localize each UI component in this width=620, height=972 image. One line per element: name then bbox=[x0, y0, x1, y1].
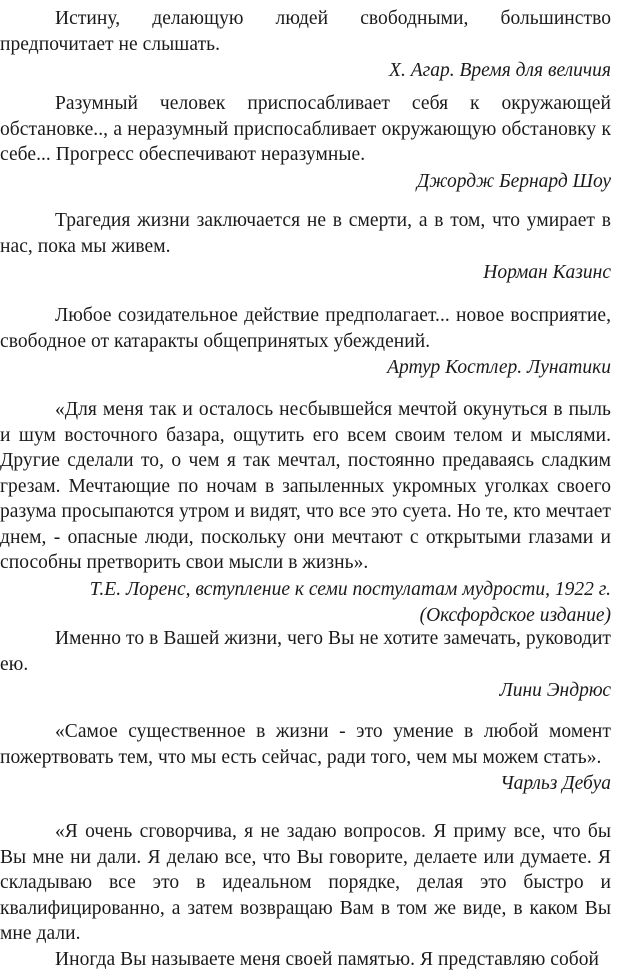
quote-block bbox=[0, 397, 611, 629]
quote-text: Именно то в Вашей жизни, чего Вы не хотите замечать, руководит ею. bbox=[0, 626, 611, 677]
quote-text: «Я очень сговорчива, я не задаю вопросов. Я приму все, что бы Вы мне ни дали. Я делаю все, что Вы говорите, делаете или думаете. Я складываю все это в идеальном порядке, делая это быстро и квалифицированно, а затем возвращаю Вам в том же виде, в каком Вы мне дали. bbox=[0, 819, 611, 947]
quote-attribution: Норман Казинс bbox=[0, 259, 611, 286]
quote-attribution: Чарльз Дебуа bbox=[0, 770, 611, 797]
quote-block bbox=[0, 208, 611, 286]
quote-text: Трагедия жизни заключается не в смерти, а в том, что умирает в нас, пока мы живем. bbox=[0, 208, 611, 259]
quote-text-continuation: Иногда Вы называете меня своей памятью. Я представляю собой bbox=[0, 947, 611, 972]
quote-text: «Для меня так и осталось несбывшейся мечтой окунуться в пыль и шум восточного базара, ощутить его всем своим телом и мыслями. Другие сделали то, о чем я так мечтал, постоянно предаваясь сладким грезам. Мечтающие по ночам в запыленных укромных уголках своего разума просыпаются утром и видят, что все это суета. Но те, кто мечтает днем, - опасные люди, поскольку они мечтают с открытыми глазами и способны претворить свои мысли в жизнь». bbox=[0, 397, 611, 576]
quote-text: Истину, делающую людей свободными, большинство предпочитает не слышать. bbox=[0, 6, 611, 57]
quote-attribution: Х. Агар. Время для величия bbox=[0, 57, 611, 84]
quote-block bbox=[0, 626, 611, 704]
quote-attribution: Т.Е. Лоренс, вступление к семи постулатам мудрости, 1922 г. bbox=[0, 576, 611, 603]
quote-block bbox=[0, 91, 611, 194]
quote-block bbox=[0, 303, 611, 381]
quote-attribution: Лини Эндрюс bbox=[0, 677, 611, 704]
quote-block bbox=[0, 819, 611, 972]
quote-text: «Самое существенное в жизни - это умение в любой момент пожертвовать тем, что мы есть сейчас, ради того, чем мы можем стать». bbox=[0, 719, 611, 770]
quote-attribution-edition: (Оксфордское издание) bbox=[0, 602, 611, 629]
quote-text: Разумный человек приспосабливает себя к окружающей обстановке.., а неразумный приспосабливает окружающую обстановку к себе... Прогресс обеспечивают неразумные. bbox=[0, 91, 611, 168]
quote-attribution: Артур Костлер. Лунатики bbox=[0, 354, 611, 381]
quote-text: Любое созидательное действие предполагает... новое восприятие, свободное от катаракты общепринятых убеждений. bbox=[0, 303, 611, 354]
quote-attribution: Джордж Бернард Шоу bbox=[0, 168, 611, 195]
quote-block bbox=[0, 6, 611, 84]
quote-block bbox=[0, 719, 611, 797]
